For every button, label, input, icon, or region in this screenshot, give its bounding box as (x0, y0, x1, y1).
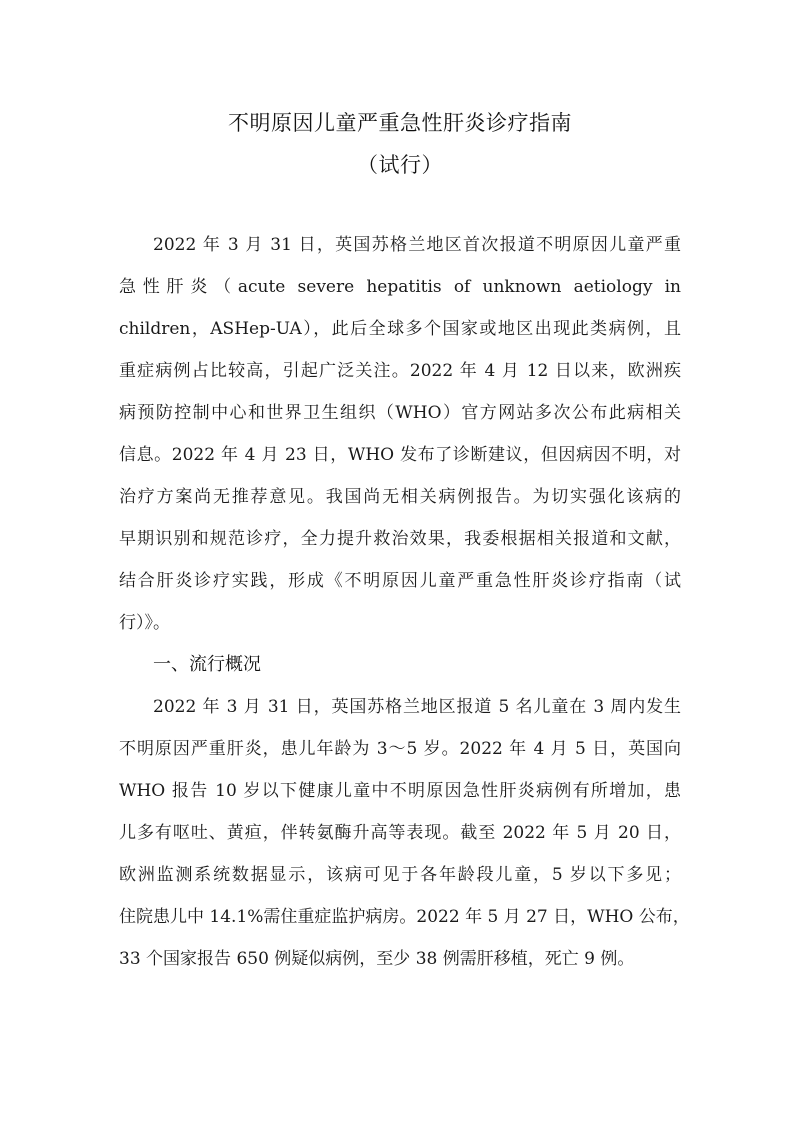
intro-line: 急性肝炎（acute severe hepatitis of unknown aetiology in (119, 277, 681, 297)
intro-line: children，ASHep-UA），此后全球多个国家或地区出现此类病例，且 (119, 319, 681, 339)
section-line: 2022 年 3 月 31 日，英国苏格兰地区报道 5 名儿童在 3 周内发生 (153, 697, 681, 717)
section-line: 儿多有呕吐、黄疸，伴转氨酶升高等表现。截至 2022 年 5 月 20 日， (119, 823, 681, 843)
intro-line: 2022 年 3 月 31 日，英国苏格兰地区首次报道不明原因儿童严重 (153, 235, 681, 255)
intro-line: 行）》。 (119, 613, 170, 633)
intro-line: 重症病例占比较高，引起广泛关注。2022 年 4 月 12 日以来，欧洲疾 (119, 361, 681, 381)
section-line: 欧洲监测系统数据显示，该病可见于各年龄段儿童，5 岁以下多见； (119, 865, 681, 885)
intro-line: 早期识别和规范诊疗，全力提升救治效果，我委根据相关报道和文献， (119, 529, 681, 549)
intro-line: 病预防控制中心和世界卫生组织（WHO）官方网站多次公布此病相关 (119, 403, 681, 423)
document-subtitle: （试行） (357, 153, 443, 177)
section-heading: 一、流行概况 (153, 654, 261, 675)
section-line: 33 个国家报告 650 例疑似病例，至少 38 例需肝移植，死亡 9 例。 (119, 949, 635, 969)
document-title: 不明原因儿童严重急性肝炎诊疗指南 (228, 111, 572, 135)
section-line: 住院患儿中 14.1%需住重症监护病房。2022 年 5 月 27 日，WHO 公布， (119, 907, 690, 927)
intro-line: 信息。2022 年 4 月 23 日，WHO 发布了诊断建议，但因病因不明，对 (119, 445, 681, 465)
section-line: 不明原因严重肝炎，患儿年龄为 3～5 岁。2022 年 4 月 5 日，英国向 (119, 739, 681, 759)
intro-line: 结合肝炎诊疗实践，形成《不明原因儿童严重急性肝炎诊疗指南（试 (119, 571, 681, 591)
section-line: WHO 报告 10 岁以下健康儿童中不明原因急性肝炎病例有所增加，患 (119, 781, 681, 801)
intro-line: 治疗方案尚无推荐意见。我国尚无相关病例报告。为切实强化该病的 (119, 487, 681, 507)
